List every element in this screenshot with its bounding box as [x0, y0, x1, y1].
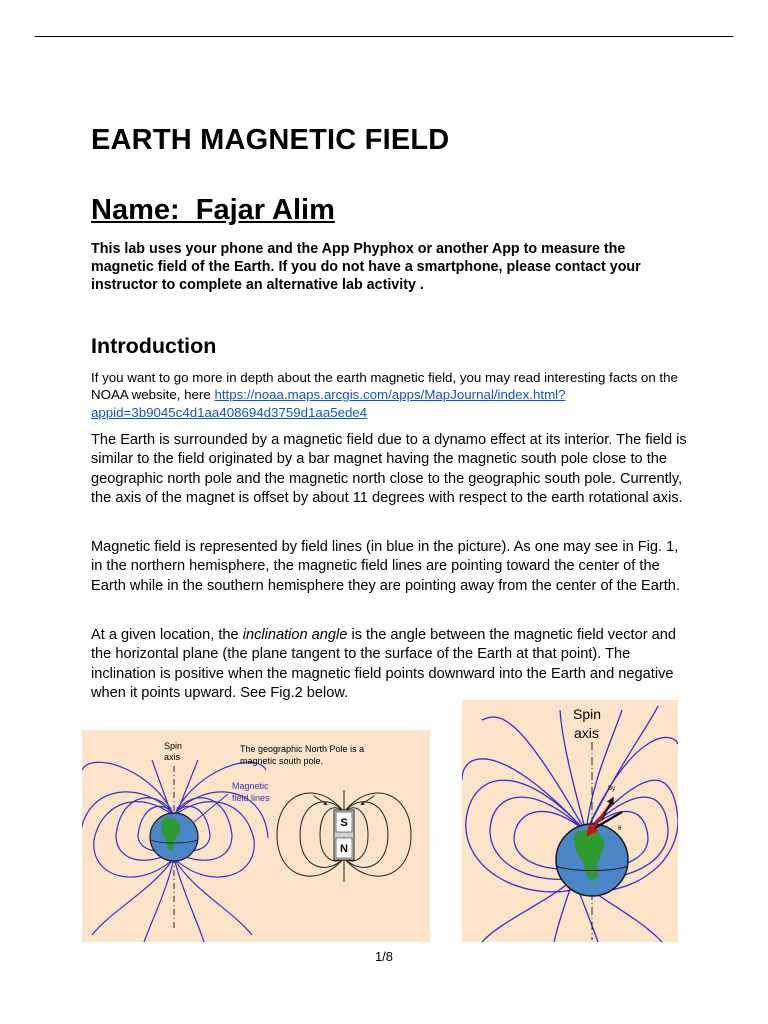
inclination-angle-term: inclination angle	[242, 627, 348, 643]
figure-2-drawing	[462, 700, 678, 942]
intro-note	[91, 369, 691, 421]
magnet-south-label: S	[340, 817, 348, 829]
magnet-north-label: N	[340, 843, 348, 855]
field-lines-label-1: Magnetic	[232, 781, 269, 791]
figure-2-inclination-angle	[462, 700, 678, 942]
paragraph-field-lines: Magnetic field is represented by field lines (in blue in the picture). As one may see in Fig. 1, in the northern hemisphere, the magnetic field lines are pointing toward the center of the Earth while in the southern hemisphere they are pointing away from the center of the Earth.	[91, 539, 680, 594]
section-heading-introduction: Introduction	[91, 334, 217, 358]
figure-1-caption-line-2: magnetic south pole.	[240, 756, 324, 766]
student-name: Name: Fajar Alim	[91, 194, 335, 226]
paragraph-inclination-after: is the angle between the magnetic field vector and the horizontal plane (the plane tangent to the surface of the Earth at that point). The inclination is positive when the magnetic field points downward into the Earth and negative when it points upward. See Fig.2 below.	[91, 627, 676, 701]
intro-note-text: If you want to go more in depth about the earth magnetic field, you may read interesting facts on the NOAA website, here	[91, 370, 678, 403]
top-rule	[35, 36, 733, 37]
spin-axis-label-2b: axis	[574, 725, 599, 741]
figure-1-earth-and-bar-magnet	[82, 730, 430, 942]
spin-axis-label-2: axis	[164, 752, 181, 762]
lab-instructions: This lab uses your phone and the App Phyphox or another App to measure the magnetic field of the Earth. If you do not have a smartphone, please contact your instructor to complete an alternative lab activity .	[91, 241, 641, 293]
figure-1-drawing	[82, 730, 430, 942]
earth-field-lines-2	[462, 706, 678, 942]
document-title: EARTH MAGNETIC FIELD	[91, 124, 450, 156]
paragraph-dynamo: The Earth is surrounded by a magnetic field due to a dynamo effect at its interior. The field is similar to the field originated by a bar magnet having the magnetic south pole close to the geographic north pole and the magnetic north close to the geographic south pole. Currently, the axis of the magnet is offset by about 11 degrees with respect to the earth rotational axis.	[91, 432, 687, 506]
angle-label: θ	[618, 826, 622, 832]
figure-1-caption-line-1: The geographic North Pole is a	[240, 744, 365, 754]
paragraph-inclination-before: At a given location, the	[91, 627, 243, 643]
field-lines-label-2: field lines	[232, 793, 270, 803]
spin-axis-label-1: Spin	[164, 741, 183, 751]
page-number: 1/8	[374, 949, 394, 964]
vector-label: By	[608, 786, 616, 792]
noaa-link[interactable]: https://noaa.maps.arcgis.com/apps/MapJournal/index.html?appid=3b9045c4d1aa408694d3759d1aa5ede4	[91, 387, 566, 420]
paragraph-inclination	[91, 626, 691, 703]
spin-axis-label-2a: Spin	[573, 706, 602, 722]
